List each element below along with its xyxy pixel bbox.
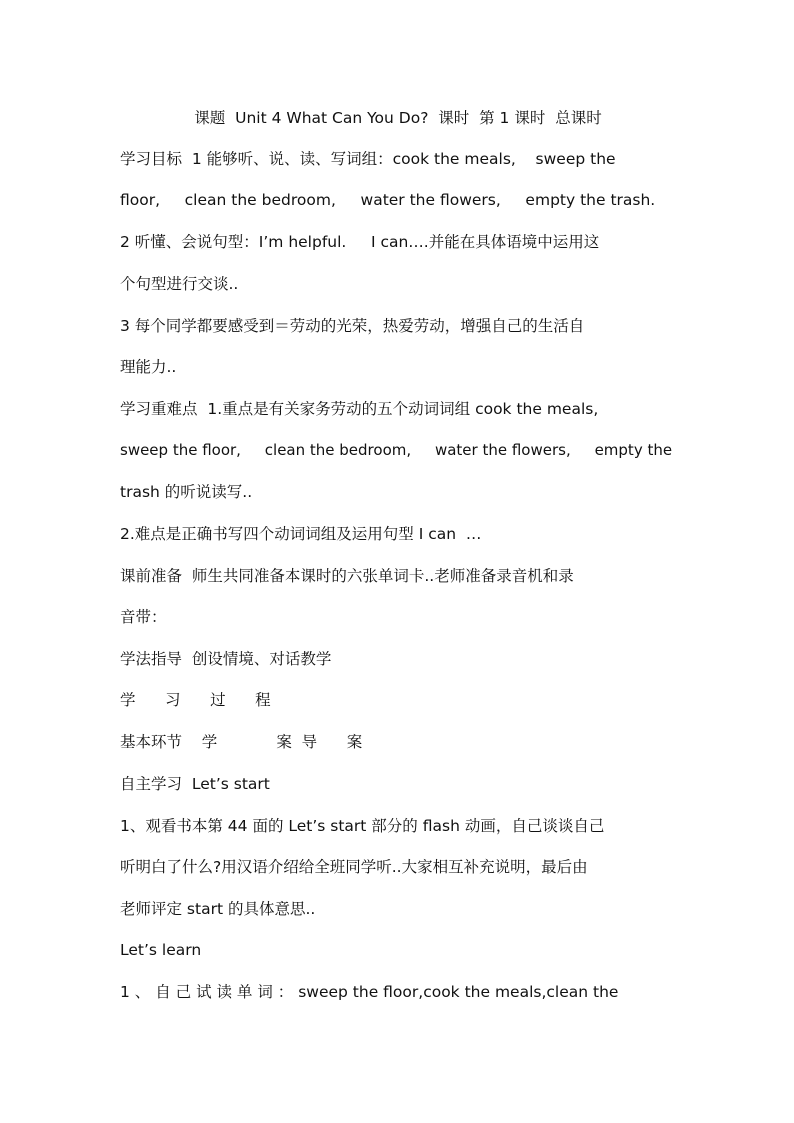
text-line-7: 学习重难点 1.重点是有关家务劳动的五个动词词组 cook the meals, [120,400,599,418]
text-line-3: 2 听懂、会说句型：I’m helpful. I can….并能在具体语境中运用这 [120,233,600,251]
text-line-12: 音带： [120,608,167,626]
text-line-9: trash 的听说读写.. [120,483,253,501]
text-line-6: 理能力.. [120,358,177,376]
text-line-18: 听明白了什么?用汉语介绍给全班同学听..大家相互补充说明，最后由 [120,858,588,876]
text-line-14: 学 习 过 程 [120,691,271,709]
text-line-17: 1、观看书本第 44 面的 Let’s start 部分的 flash 动画，自己谈谈自己 [120,817,605,835]
text-line-19: 老师评定 start 的具体意思.. [120,900,316,918]
text-line-13: 学法指导 创设情境、对话教学 [120,650,332,668]
text-line-5: 3 每个同学都要感受到＝劳动的光荣，热爱劳动，增强自己的生活自 [120,317,585,335]
text-line-21: 1 、 自 己 试 读 单 词 ： sweep the floor,cook the meals,clean the [120,983,619,1001]
text-line-11: 课前准备 师生共同准备本课时的六张单词卡..老师准备录音机和录 [120,567,574,585]
text-line-4: 个句型进行交谈.. [120,275,239,293]
document-title: 课题 Unit 4 What Can You Do? 课时 第 1 课时 总课时 [194,109,602,127]
text-line-15: 基本环节 学 案 导 案 [120,733,363,751]
text-line-8: sweep the floor, clean the bedroom, water the flowers, empty the [120,441,673,459]
text-line-2: floor, clean the bedroom, water the flowers, empty the trash. [120,191,656,209]
text-line-10: 2.难点是正确书写四个动词词组及运用句型 I can … [120,525,482,543]
text-line-16: 自主学习 Let’s start [120,775,270,793]
text-line-20: Let’s learn [120,941,202,959]
text-line-1: 学习目标 1 能够听、说、读、写词组：cook the meals, sweep the [120,150,616,168]
